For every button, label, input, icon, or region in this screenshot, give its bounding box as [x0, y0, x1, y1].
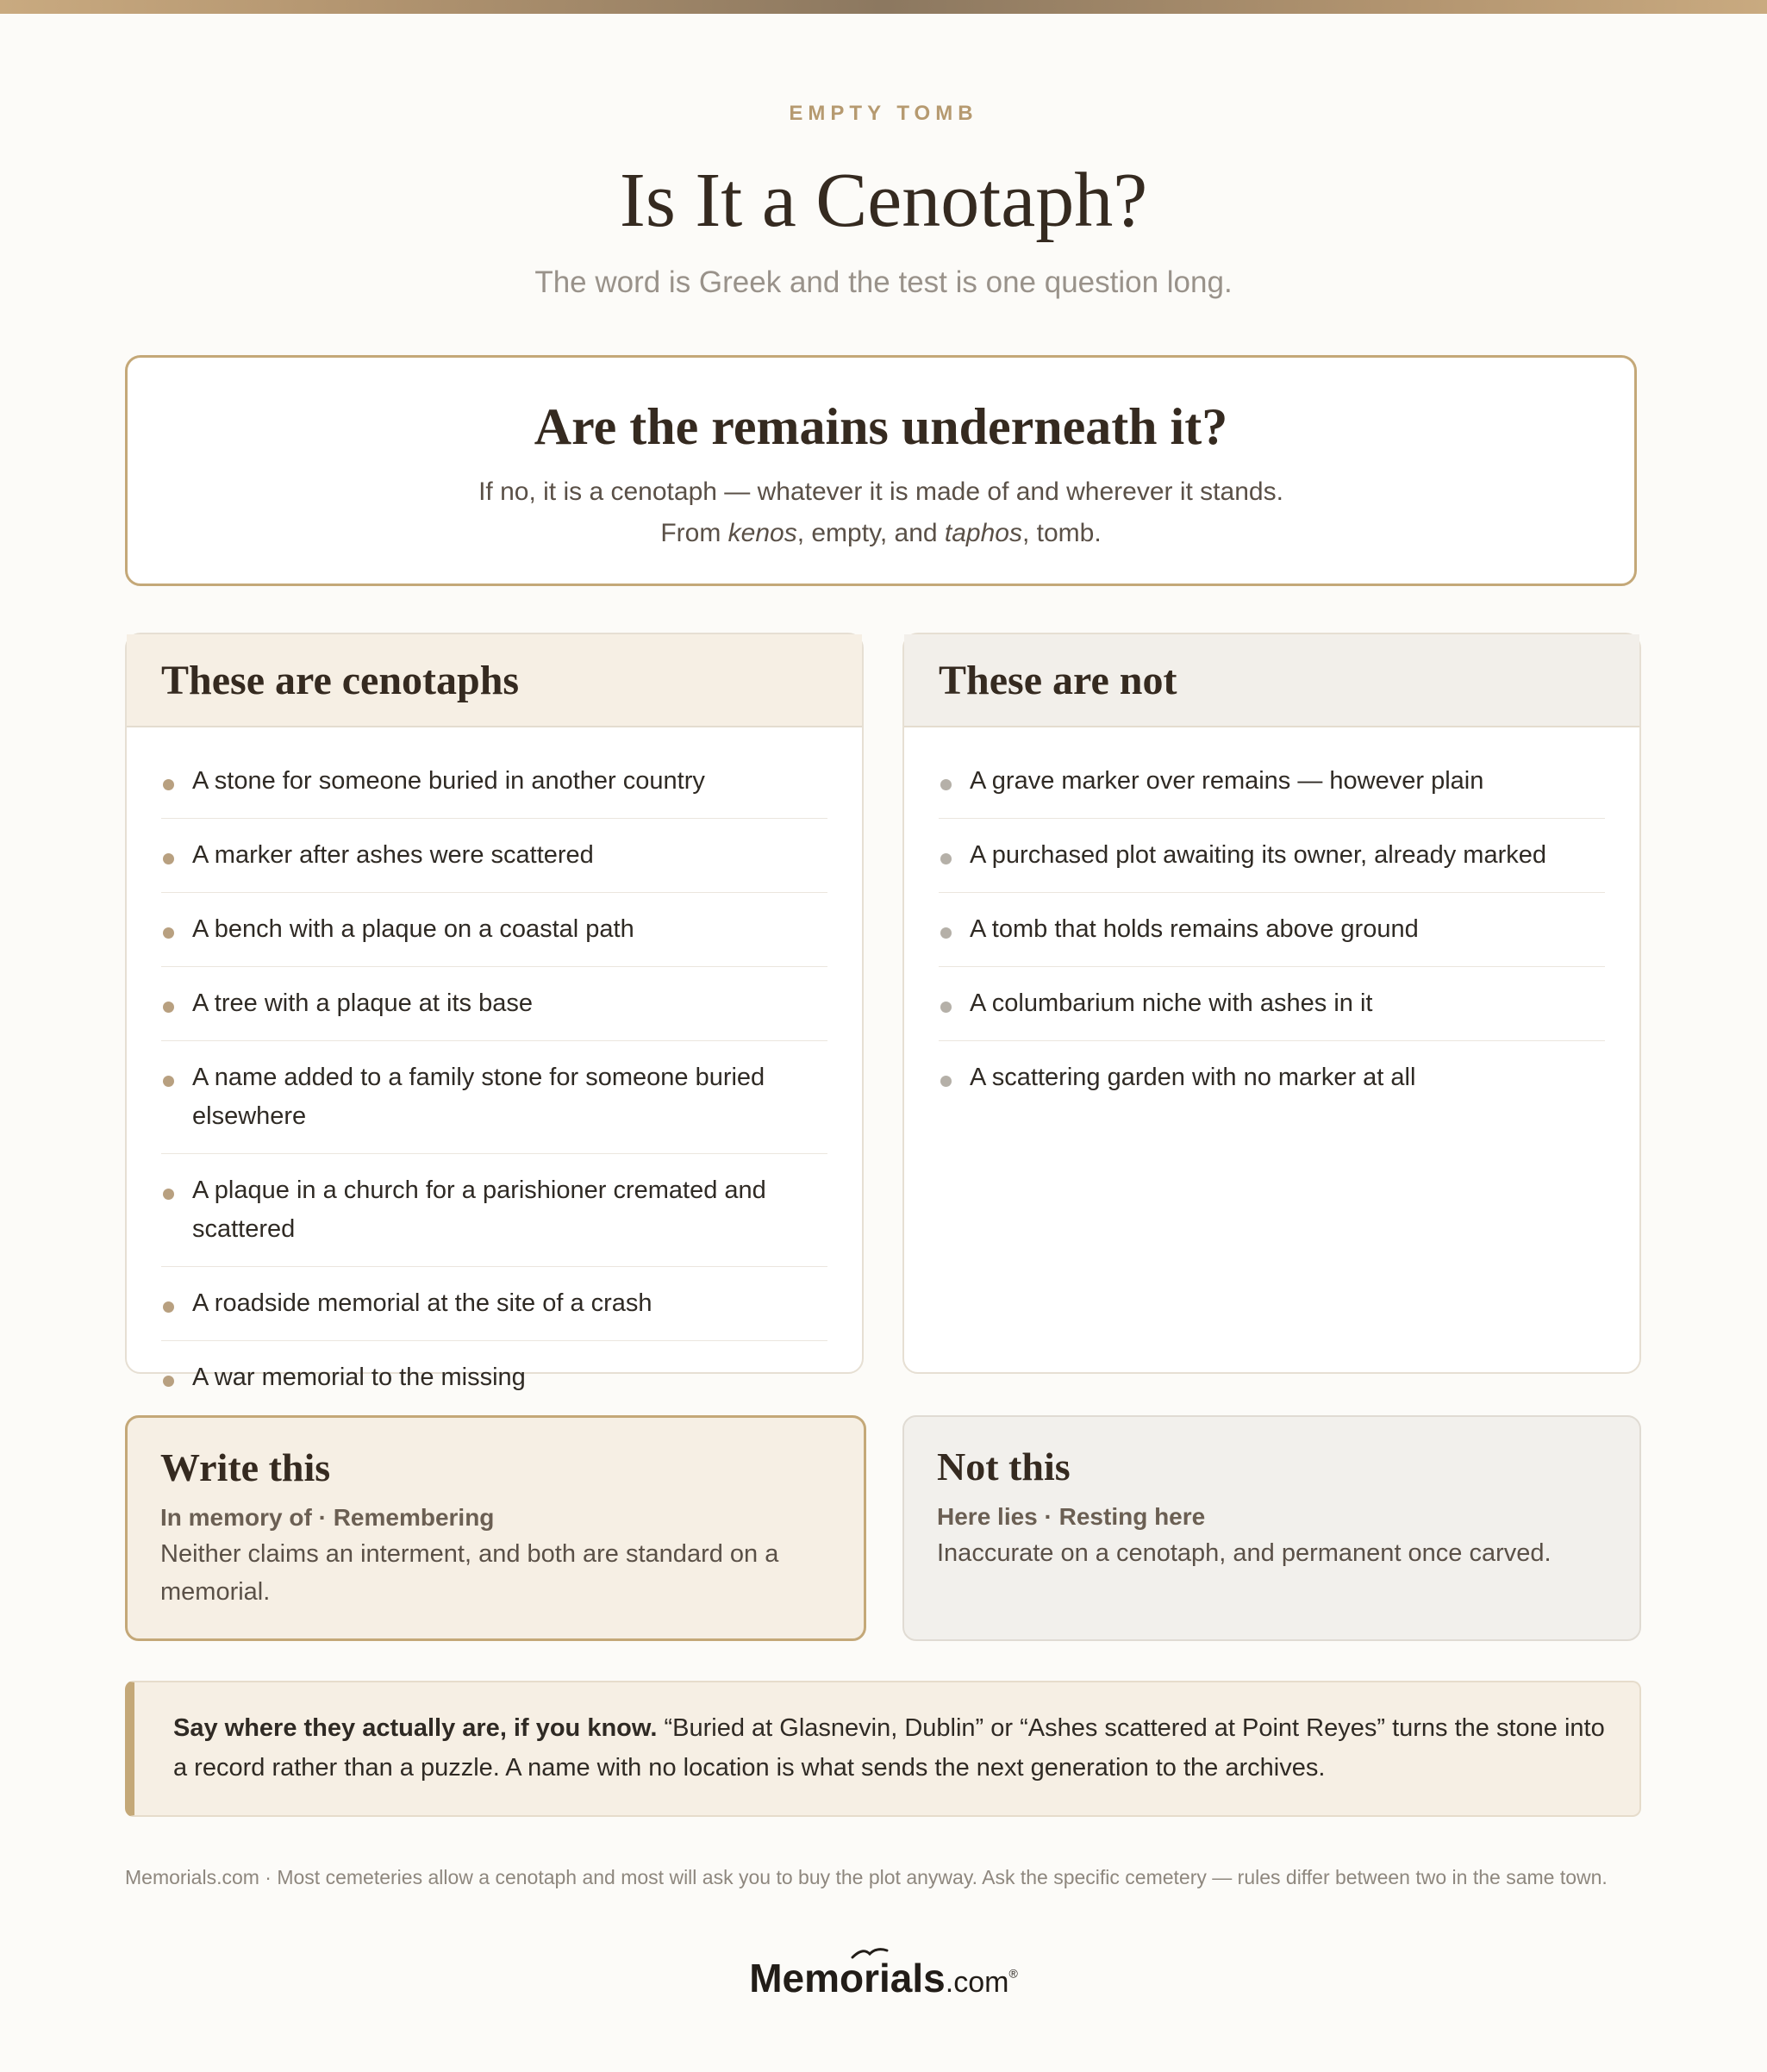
list-item-text: A purchased plot awaiting its owner, already marked	[970, 841, 1546, 869]
cenotaphs-card	[125, 633, 864, 1391]
bullet-dot-icon	[940, 853, 952, 864]
bullet-dot-icon	[163, 927, 174, 939]
list-item-text: A tomb that holds remains above ground	[970, 915, 1419, 943]
question-title: Are the remains underneath it?	[534, 398, 1228, 455]
write-this-card	[125, 1415, 866, 1641]
bullet-dot-icon	[940, 779, 952, 790]
list-item-text: A marker after ashes were scattered	[192, 841, 594, 869]
bullet-dot-icon	[163, 853, 174, 864]
not-cenotaphs-card	[902, 633, 1641, 1374]
page-subtitle: The word is Greek and the test is one question long.	[534, 265, 1233, 299]
bullet-dot-icon	[940, 1002, 952, 1013]
list-item	[939, 745, 1605, 819]
list-item	[939, 1041, 1605, 1114]
footnote: Memorials.com · Most cemeteries allow a cenotaph and most will ask you to buy the plot anyway. Ask the specific cemetery — rules differ between two in the same town.	[125, 1866, 1608, 1888]
list-item-text: A roadside memorial at the site of a crash	[192, 1289, 652, 1317]
logo-word: Memorials	[749, 1956, 946, 2000]
top-accent-bar	[0, 0, 1767, 14]
list-item	[939, 893, 1605, 967]
bullet-dot-icon	[163, 1002, 174, 1013]
cenotaphs-heading: These are cenotaphs	[127, 634, 862, 727]
memorials-logo	[0, 1955, 1767, 2001]
list-item-text: A scattering garden with no marker at all	[970, 1064, 1416, 1091]
write-this-text: Neither claims an interment, and both are standard on a memorial.	[160, 1540, 779, 1606]
list-item-text: A name added to a family stone for someone buried elsewhere	[192, 1064, 765, 1130]
list-item	[161, 893, 827, 967]
callout-lead: Say where they actually are, if you know.	[173, 1714, 658, 1742]
not-cenotaphs-list	[904, 727, 1639, 1114]
list-item-text: A stone for someone buried in another country	[192, 767, 705, 795]
logo-wordmark	[749, 1956, 946, 2000]
not-cenotaphs-heading: These are not	[904, 634, 1639, 727]
list-item	[161, 1041, 827, 1154]
list-item	[939, 819, 1605, 893]
page-title: Is It a Cenotaph?	[619, 158, 1148, 243]
bullet-dot-icon	[163, 1301, 174, 1313]
question-explanation	[128, 471, 1634, 554]
list-item	[161, 1341, 827, 1414]
not-this-title: Not this	[937, 1445, 1071, 1488]
eyebrow-label: EMPTY TOMB	[789, 102, 978, 125]
list-item	[161, 967, 827, 1041]
write-this-title: Write this	[160, 1445, 331, 1489]
bullet-dot-icon	[940, 1076, 952, 1087]
list-item-text: A tree with a plaque at its base	[192, 989, 533, 1017]
cenotaphs-list	[127, 727, 862, 1414]
list-item-text: A plaque in a church for a parishioner cremated and scattered	[192, 1176, 766, 1243]
bullet-dot-icon	[940, 927, 952, 939]
list-item-text: A war memorial to the missing	[192, 1364, 526, 1391]
bullet-dot-icon	[163, 1076, 174, 1087]
not-this-text: Inaccurate on a cenotaph, and permanent once carved.	[937, 1539, 1552, 1567]
list-item	[939, 967, 1605, 1041]
question-line-1: If no, it is a cenotaph — whatever it is made of and wherever it stands.	[478, 477, 1283, 506]
logo-registered-mark: ®	[1008, 1966, 1018, 1981]
key-question-box	[125, 355, 1637, 586]
callout-text: “Buried at Glasnevin, Dublin” or “Ashes scattered at Point Reyes” turns the stone into a record rather than a puzzle. A name with no location is what sends the next generation to the archives.	[173, 1714, 1605, 1782]
location-tip-callout	[125, 1681, 1641, 1817]
not-this-phrases: Here lies · Resting here	[937, 1503, 1206, 1530]
not-this-card	[902, 1415, 1641, 1641]
list-item	[161, 819, 827, 893]
etymology-kenos: kenos	[727, 519, 797, 547]
bullet-dot-icon	[163, 779, 174, 790]
list-item-text: A grave marker over remains — however plain	[970, 767, 1484, 795]
list-item	[161, 745, 827, 819]
bullet-dot-icon	[163, 1376, 174, 1387]
question-line-2	[128, 513, 1634, 554]
logo-tld: .com	[945, 1966, 1009, 1999]
etymology-taphos: taphos	[944, 519, 1022, 547]
list-item-text: A columbarium niche with ashes in it	[970, 989, 1373, 1017]
etymology-from: From	[660, 519, 728, 547]
bullet-dot-icon	[163, 1189, 174, 1200]
list-item	[161, 1267, 827, 1341]
etymology-mid: , empty, and	[796, 519, 945, 547]
logo-swoosh-icon	[851, 1945, 889, 1961]
list-item-text: A bench with a plaque on a coastal path	[192, 915, 634, 943]
etymology-end: , tomb.	[1021, 519, 1102, 547]
list-item	[161, 1154, 827, 1267]
write-this-phrases: In memory of · Remembering	[160, 1504, 495, 1531]
